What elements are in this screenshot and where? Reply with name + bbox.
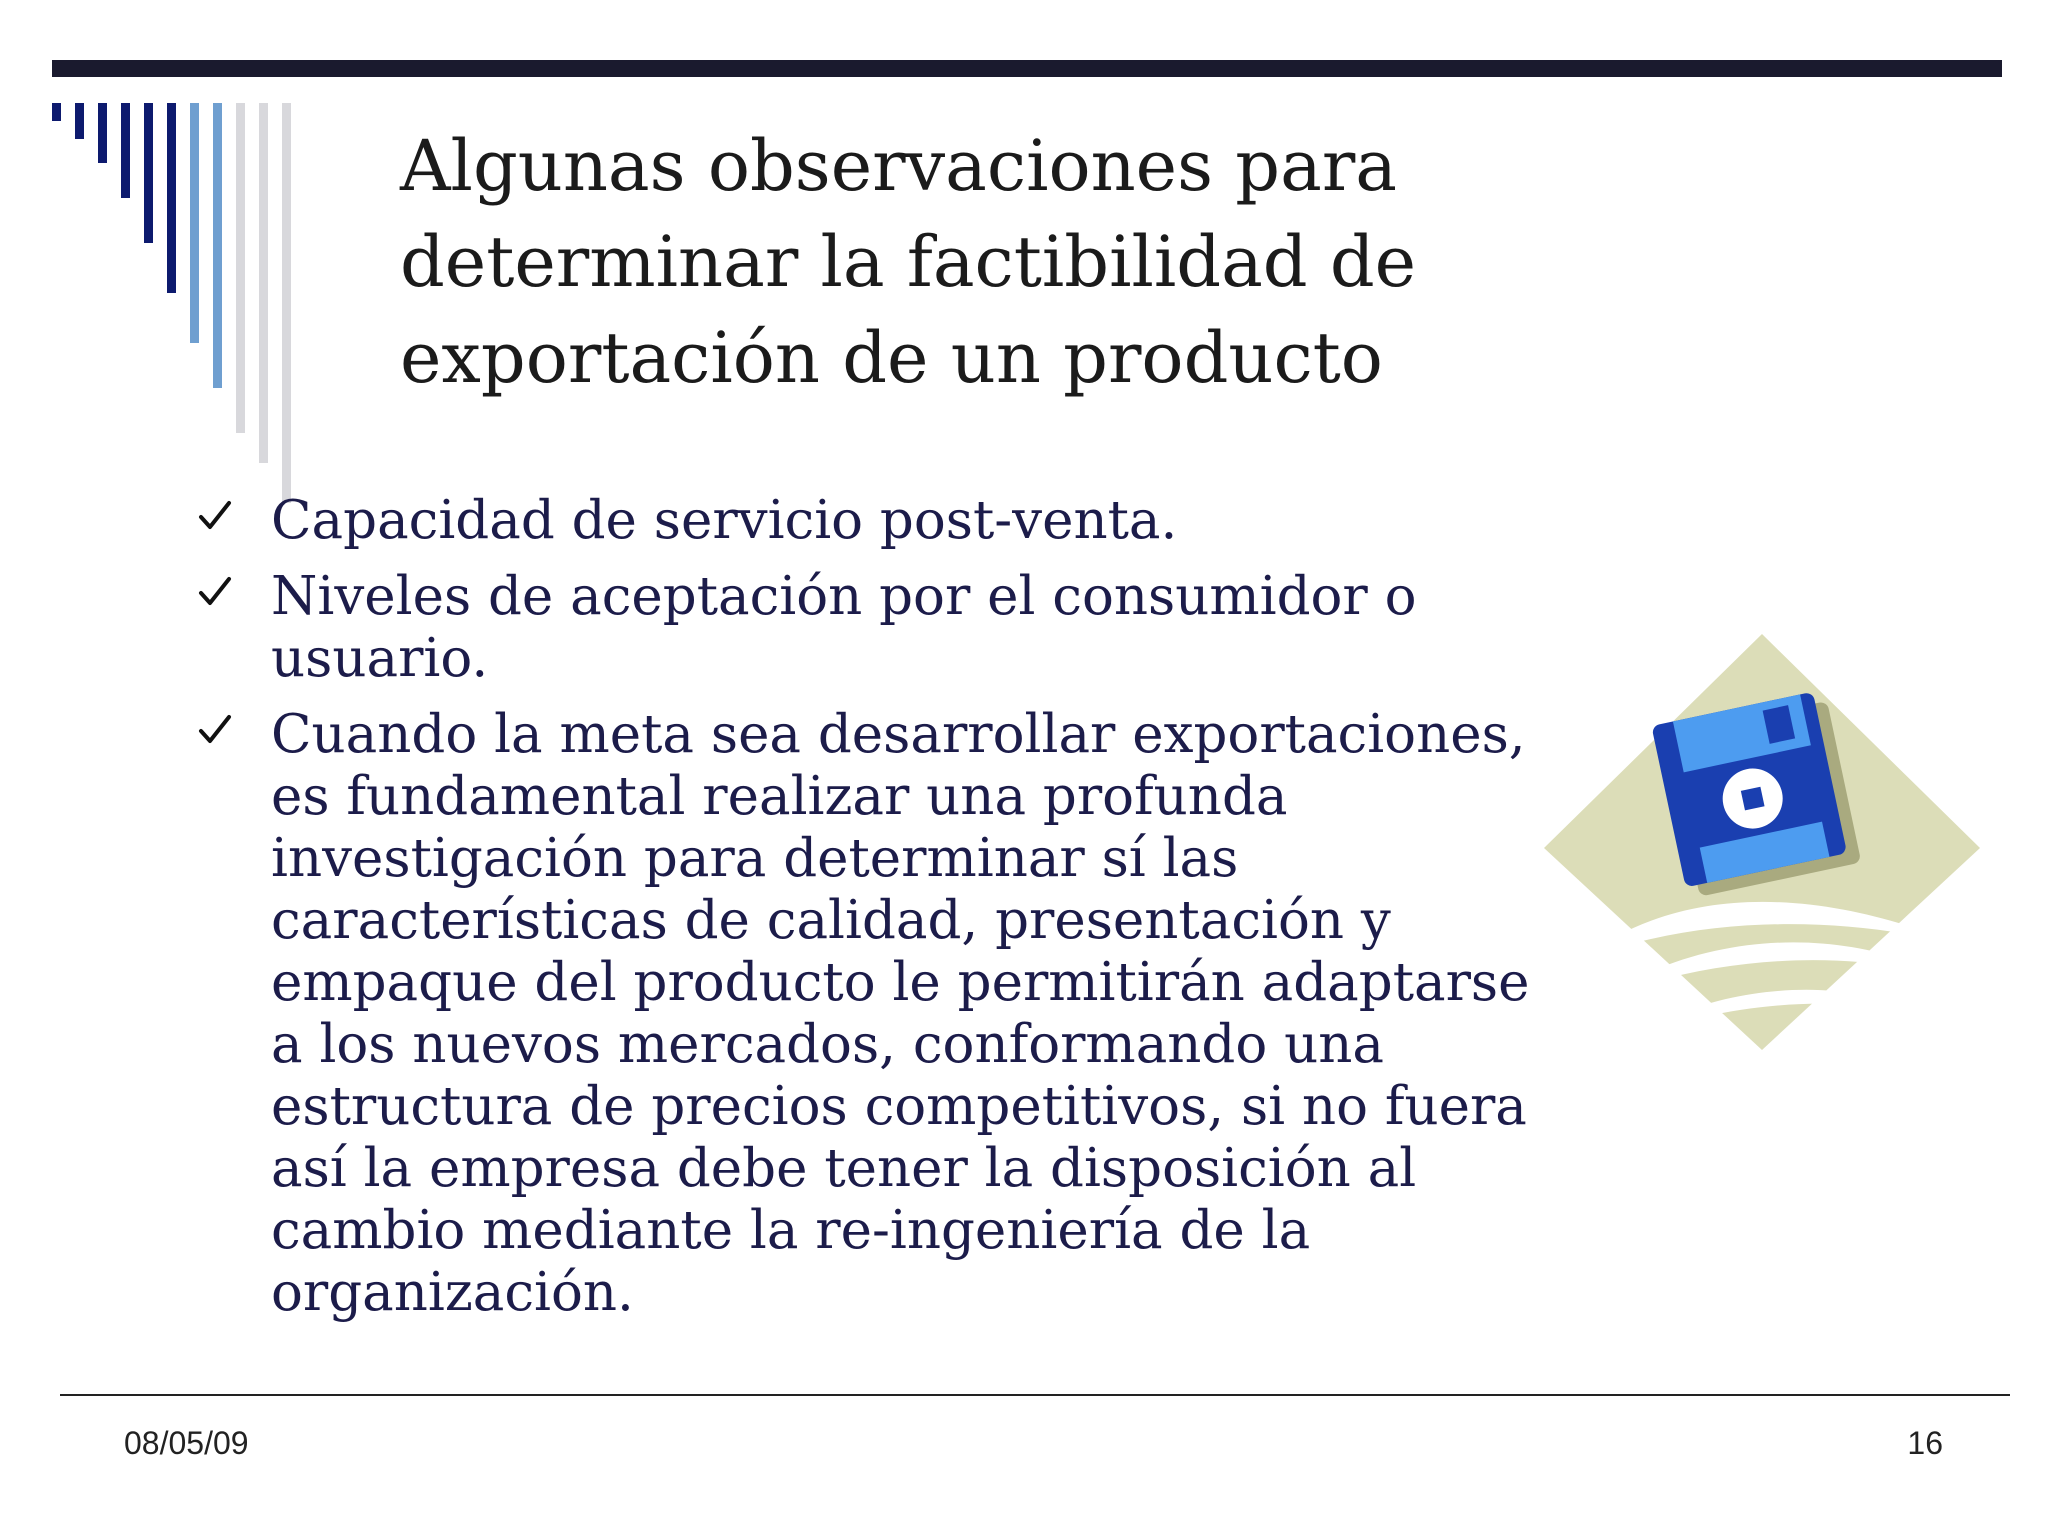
decorative-bar [213,103,222,388]
bullet-line: Capacidad de servicio post-venta. [271,490,1178,551]
bullet-line: Niveles de aceptación por el consumidor o [271,566,1417,627]
bullet-line: Cuando la meta sea desarrollar exportaciones, [271,704,1526,765]
decorative-bar [121,103,130,198]
bullet-line: características de calidad, presentación y [271,890,1391,951]
top-rule [52,60,2002,77]
bullet-line: a los nuevos mercados, conformando una [271,1014,1384,1075]
bullet-line: empaque del producto le permitirán adaptarse [271,952,1530,1013]
bullet-line: cambio mediante la re-ingeniería de la [271,1200,1311,1261]
bottom-rule [60,1394,2010,1396]
bullet-list [195,490,1595,1338]
decorative-bar [167,103,176,293]
bullet-item [195,490,1595,552]
title-line-2: determinar la factibilidad de [400,221,1417,303]
title-line-3: exportación de un producto [400,317,1383,399]
checkmark-icon [195,710,235,750]
title-line-1: Algunas observaciones para [400,125,1398,207]
decorative-bar [259,103,268,463]
bullet-line: usuario. [271,628,489,689]
page-number: 16 [1907,1425,1943,1461]
bullet-line: organización. [271,1262,634,1323]
footer-date: 08/05/09 [124,1425,249,1461]
bullet-line: estructura de precios competitivos, si no fuera [271,1076,1527,1137]
checkmark-icon [195,572,235,612]
decorative-bar [98,103,107,163]
checkmark-icon [195,496,235,536]
decorative-bar [190,103,199,343]
bullet-line: así la empresa debe tener la disposición al [271,1138,1417,1199]
decorative-bar [52,103,61,121]
decorative-bar [236,103,245,433]
decorative-bar [282,103,291,503]
slide-title [400,118,1600,406]
decorative-bars [52,103,352,523]
disk-hub-center [1741,787,1765,811]
decorative-bar [75,103,84,139]
bullet-item [195,566,1595,690]
bullet-item [195,704,1595,1324]
bullet-line: investigación para determinar sí las [271,828,1239,889]
decorative-bar [144,103,153,243]
floppy-disk-icon [1540,630,1990,1070]
bullet-line: es fundamental realizar una profunda [271,766,1288,827]
